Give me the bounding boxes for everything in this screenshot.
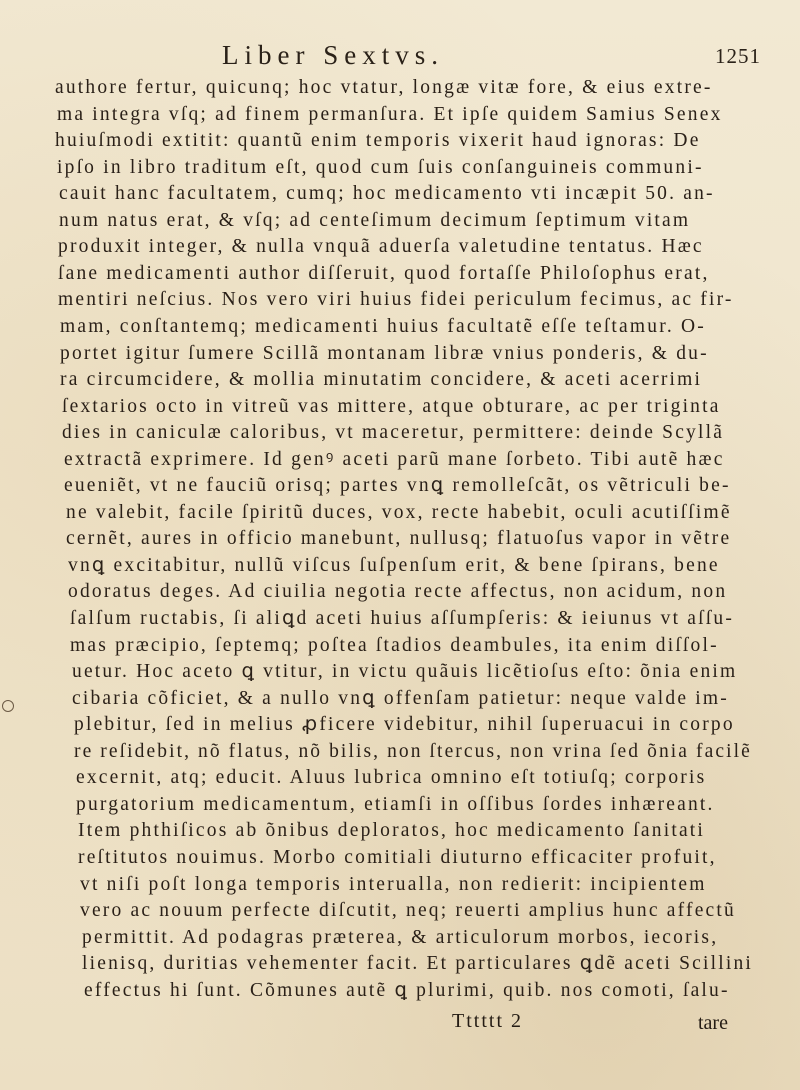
text-line: cibaria cõficiet, & a nullo vnꝗ offenſam patietur: neque valde im- bbox=[72, 687, 729, 709]
text-line: num natus erat, & vſq; ad centeſimum decimum ſeptimum vitam bbox=[59, 209, 691, 231]
text-line: lienisq, duritias vehementer facit. Et particulares ꝗdẽ aceti Scillini bbox=[82, 953, 754, 975]
text-line: uetur. Hoc aceto ꝗ vtitur, in victu quãuis licẽtioſus eſto: õnia enim bbox=[72, 661, 738, 683]
text-line: effectus hi ſunt. Cõmunes autẽ ꝗ plurimi, quib. nos comoti, ſalu- bbox=[84, 979, 730, 1001]
text-line: cernẽt, aures in officio manebunt, nullusq; flatuoſus vapor in vẽtre bbox=[66, 528, 732, 550]
text-line: odoratus deges. Ad ciuilia negotia recte affectus, non acidum, non bbox=[68, 581, 728, 603]
text-line: excernit, atq; educit. Aluus lubrica omnino eſt totiuſq; corporis bbox=[76, 767, 707, 789]
text-line: extractã exprimere. Id genꝰ aceti parũ mane ſorbeto. Tibi autẽ hæc bbox=[64, 448, 725, 470]
text-line: reſtitutos nouimus. Morbo comitiali diuturno efficaciter profuit, bbox=[78, 846, 717, 868]
text-line: vero ac nouum perfecte diſcutit, neq; reuerti amplius hunc affectũ bbox=[80, 900, 736, 922]
text-line: purgatorium medicamentum, etiamſi in oſſibus ſordes inhæreant. bbox=[76, 793, 715, 815]
signature-mark: Tttttt 2 bbox=[452, 1010, 523, 1032]
text-line: produxit integer, & nulla vnquã aduerſa valetudine tentatus. Hæc bbox=[58, 236, 704, 258]
text-line: authore fertur, quicunq; hoc vtatur, longæ vitæ fore, & eius extre- bbox=[55, 77, 713, 98]
running-head: Liber Sextvs. bbox=[222, 40, 444, 70]
text-line: ra circumcidere, & mollia minutatim concidere, & aceti acerrimi bbox=[60, 369, 703, 391]
text-line: vt niſi poſt longa temporis interualla, non redierit: incipientem bbox=[80, 873, 707, 895]
text-line: re reſidebit, nõ flatus, nõ bilis, non ſtercus, non vrina ſed õnia facilẽ bbox=[74, 740, 752, 762]
sewing-hole-mark bbox=[2, 700, 14, 712]
text-line: ſextarios octo in vitreũ vas mittere, atque obturare, ac per triginta bbox=[62, 395, 721, 417]
text-line: eueniẽt, vt ne fauciũ orisq; partes vnꝗ remolleſcãt, os vẽtriculi be- bbox=[64, 475, 731, 497]
text-line: portet igitur ſumere Scillã montanam libræ vnius ponderis, & du- bbox=[60, 342, 709, 364]
text-line: ſane medicamenti author diſſeruit, quod fortaſſe Philoſophus erat, bbox=[58, 262, 710, 284]
catchword: tare bbox=[698, 1012, 728, 1034]
text-line: huiuſmodi extitit: quantũ enim temporis vixerit haud ignoras: De bbox=[55, 130, 701, 152]
text-line: mam, conſtantemq; medicamenti huius facultatẽ eſſe teſtamur. O- bbox=[60, 315, 706, 337]
text-line: vnꝗ excitabitur, nullũ viſcus ſuſpenſum erit, & bene ſpirans, bene bbox=[68, 554, 720, 576]
text-line: plebitur, ſed in melius ꝓficere videbitur, nihil ſuperuacui in corpo bbox=[74, 714, 735, 736]
text-line: mentiri neſcius. Nos vero viri huius fidei periculum fecimus, ac fir- bbox=[58, 289, 734, 311]
text-line: mas præcipio, ſeptemq; poſtea ſtadios deambules, ita enim diſſol- bbox=[70, 634, 719, 656]
text-line: dies in caniculæ caloribus, vt maceretur, permittere: deinde Scyllã bbox=[62, 422, 725, 444]
text-line: cauit hanc facultatem, cumq; hoc medicamento vti incæpit 50. an- bbox=[59, 183, 715, 205]
text-line: ma integra vſq; ad finem permanſura. Et ipſe quidem Samius Senex bbox=[57, 103, 723, 125]
text-line: permittit. Ad podagras præterea, & articulorum morbos, iecoris, bbox=[82, 926, 719, 948]
text-line: Item phthiſicos ab õnibus deploratos, hoc medicamento ſanitati bbox=[78, 820, 706, 842]
text-line: ſalſum ructabis, ſi aliꝗd aceti huius aſſumpſeris: & ieiunus vt aſſu- bbox=[70, 608, 735, 629]
text-line: ipſo in libro traditum eſt, quod cum ſuis conſanguineis communi- bbox=[57, 156, 704, 178]
text-line: ne valebit, facile ſpiritũ duces, vox, recte habebit, oculi acutiſſimẽ bbox=[66, 501, 732, 523]
page-number: 1251 bbox=[715, 44, 761, 68]
